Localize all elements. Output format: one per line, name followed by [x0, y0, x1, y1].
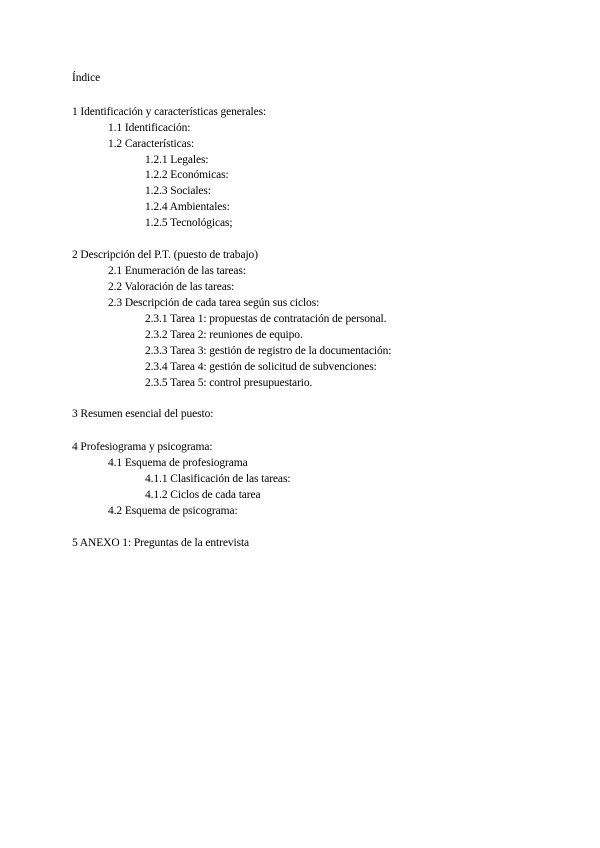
toc-item-4-1: 4.1 Esquema de profesiograma — [108, 457, 248, 469]
toc-item-4-2: 4.2 Esquema de psicograma: — [108, 505, 238, 517]
toc-item-2-2: 2.2 Valoración de las tareas: — [108, 281, 235, 293]
toc-item-1-2: 1.2 Características: — [108, 138, 195, 150]
toc-section-1: 1 Identificación y características generales: — [72, 106, 267, 118]
toc-section-3: 3 Resumen esencial del puesto: — [72, 408, 214, 420]
toc-item-1-2-1: 1.2.1 Legales: — [145, 154, 209, 166]
toc-section-5: 5 ANEXO 1: Preguntas de la entrevista — [72, 537, 250, 549]
toc-item-2-3-5: 2.3.5 Tarea 5: control presupuestario. — [145, 377, 313, 389]
toc-item-4-1-1: 4.1.1 Clasificación de las tareas: — [145, 473, 291, 485]
toc-section-2: 2 Descripción del P.T. (puesto de trabajo) — [72, 249, 258, 261]
toc-item-1-1: 1.1 Identificación: — [108, 122, 191, 134]
toc-item-1-2-2: 1.2.2 Económicas: — [145, 169, 229, 181]
toc-item-2-3: 2.3 Descripción de cada tarea según sus ciclos: — [108, 297, 320, 309]
index-title: Índice — [72, 72, 101, 84]
toc-item-2-3-2: 2.3.2 Tarea 2: reuniones de equipo. — [145, 329, 303, 341]
toc-item-4-1-2: 4.1.2 Ciclos de cada tarea — [145, 489, 261, 501]
toc-item-2-3-4: 2.3.4 Tarea 4: gestión de solicitud de subvenciones: — [145, 361, 377, 373]
toc-item-1-2-5: 1.2.5 Tecnológicas; — [145, 217, 233, 229]
toc-item-2-3-3: 2.3.3 Tarea 3: gestión de registro de la documentación: — [145, 345, 392, 357]
toc-item-1-2-3: 1.2.3 Sociales: — [145, 185, 211, 197]
toc-item-2-3-1: 2.3.1 Tarea 1: propuestas de contratación de personal. — [145, 313, 387, 325]
toc-section-4: 4 Profesiograma y psicograma: — [72, 441, 213, 453]
toc-item-1-2-4: 1.2.4 Ambientales: — [145, 201, 230, 213]
toc-item-2-1: 2.1 Enumeración de las tareas: — [108, 265, 246, 277]
